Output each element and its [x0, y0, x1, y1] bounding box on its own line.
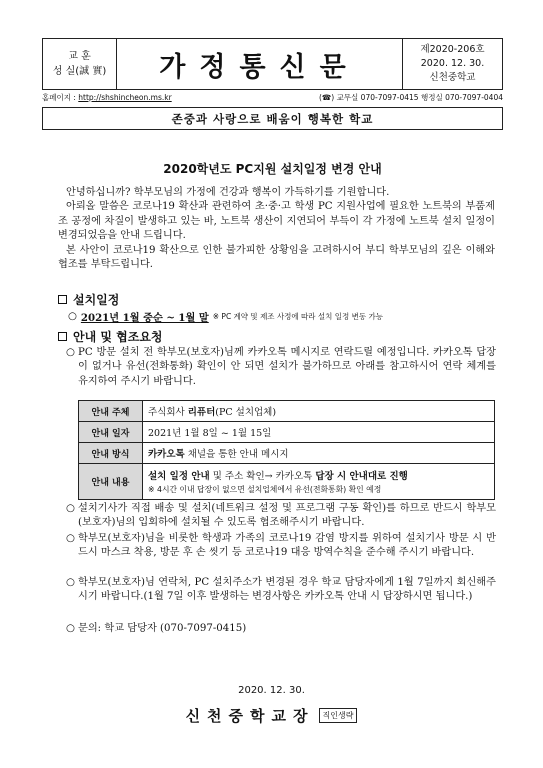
- table-value: 설치 일정 안내 및 주소 확인→ 카카오톡 답장 시 안내대로 진행 ※ 4시간 이내 답장이 없으면 설치업체에서 유선(전화통화) 확인 예정: [143, 464, 495, 500]
- motto-text: 성 실(誠 實): [52, 66, 107, 77]
- intro-paragraph: 아뢰올 말씀은 코로나19 확산과 관련하여 초·중·고 학생 PC 지원사업에 필요한 노트북의 부품제조 공정에 차질이 발생하고 있는 바, 노트북 생산이 지연되어 부득이 각 가정에 노트북 설치 일정이 변경되었음을 안내 드립니다.: [58, 201, 495, 242]
- table-key: 안내 방식: [79, 443, 143, 464]
- list-item: [66, 576, 496, 605]
- intro-text: [58, 186, 495, 272]
- phone-numbers: (☎) 교무실 070-7097-0415 행정실 070-7097-0404: [318, 93, 503, 102]
- page-title: 가정통신문: [159, 51, 360, 83]
- homepage-link[interactable]: http://shshincheon.ms.kr: [78, 93, 172, 102]
- homepage: [42, 92, 172, 105]
- schedule-period: 2021년 1월 중순 ~ 1월 말: [80, 312, 209, 324]
- list-item: [66, 532, 496, 561]
- doc-date: 2020. 12. 30.: [420, 58, 485, 69]
- bullet-mark: ○: [66, 347, 75, 358]
- list-item: [66, 346, 496, 389]
- intro-paragraph: 본 사안이 코로나19 확산으로 인한 불가피한 상황임을 고려하시어 부디 학부모님의 깊은 이해와 협조를 부탁드립니다.: [58, 244, 495, 271]
- bullet-mark: ○: [66, 577, 75, 588]
- bullet-mark: ○: [68, 311, 77, 322]
- school-name: 신천중학교: [429, 72, 476, 83]
- table-value: 2021년 1월 8일 ~ 1월 15일: [143, 422, 495, 443]
- table-row: [79, 464, 495, 500]
- section-heading-text: 안내 및 협조요청: [73, 330, 163, 344]
- square-bullet-icon: [58, 295, 67, 304]
- schedule-note: ※ PC 계약 및 제조 사정에 따라 설치 일정 변동 가능: [212, 312, 384, 321]
- list-item-text: 문의: 학교 담당자 (070-7097-0415): [78, 623, 247, 634]
- table-key: 안내 내용: [79, 464, 143, 500]
- doc-meta: [402, 39, 502, 89]
- list-item: [66, 502, 496, 531]
- principal-name: 신천중학교장: [185, 707, 315, 725]
- header-box: [42, 38, 503, 90]
- list-item: [66, 622, 496, 636]
- section-heading-guide: [58, 328, 163, 345]
- bullet-mark: ○: [66, 533, 75, 544]
- intro-paragraph: 안녕하십니까? 학부모님의 가정에 건강과 행복이 가득하기를 기원합니다.: [66, 187, 390, 198]
- list-item-text: PC 방문 설치 전 학부모(보호자)님께 카카오톡 메시지로 연락드릴 예정입니다. 카카오톡 답장이 없거나 유선(전화통화) 확인이 안 되면 설치가 불가하므로 아래를 참고하시어 연락 체계를 유지하여 주시기 바랍니다.: [78, 347, 496, 387]
- section-heading-text: 설치일정: [73, 293, 120, 307]
- bullet-mark: ○: [66, 503, 75, 514]
- list-item-text: 설치기사가 직접 배송 및 설치(네트워크 설정 및 프로그램 구동 확인)를 하므로 반드시 학부모(보호자)님의 입회하에 설치될 수 있도록 협조해주시기 바랍니다.: [78, 503, 496, 529]
- principal-signature: [0, 705, 543, 726]
- list-item-text: 학부모(보호자)님 연락처, PC 설치주소가 변경된 경우 학교 담당자에게 1월 7일까지 회신해주시기 바랍니다.(1월 7일 이후 발생하는 변경사항은 카카오톡 안내 시 답장하시면 됩니다.): [78, 577, 496, 603]
- table-row: [79, 422, 495, 443]
- seal-omitted: 직인생략: [319, 708, 358, 723]
- document-title: 2020학년도 PC지원 설치일정 변경 안내: [163, 162, 382, 176]
- table-value: 주식회사 리퓨터(PC 설치업체): [143, 401, 495, 422]
- slogan: 존중과 사랑으로 배움이 행복한 학교: [42, 107, 503, 130]
- square-bullet-icon: [58, 332, 67, 341]
- table-key: 안내 일자: [79, 422, 143, 443]
- table-key: 안내 주체: [79, 401, 143, 422]
- table-row: [79, 443, 495, 464]
- table-value: 카카오톡 채널을 통한 안내 메시지: [143, 443, 495, 464]
- school-motto: [43, 39, 117, 89]
- homepage-label: 홈페이지 :: [42, 93, 76, 102]
- schedule-item: [68, 309, 383, 324]
- footer-date: 2020. 12. 30.: [238, 685, 305, 696]
- bullet-mark: ○: [66, 623, 75, 634]
- table-row: [79, 401, 495, 422]
- contact-line: [42, 92, 503, 105]
- notice-table: [78, 400, 495, 500]
- motto-label: 교 훈: [68, 51, 91, 62]
- list-item-text: 학부모(보호자)님을 비롯한 학생과 가족의 코로나19 감염 방지를 위하여 설치기사 방문 시 반드시 마스크 착용, 방문 후 손 씻기 등 코로나19 대응 방역수칙을 준수해 주시기 바랍니다.: [78, 533, 496, 559]
- section-heading-schedule: [58, 291, 119, 308]
- table-note: ※ 4시간 이내 답장이 없으면 설치업체에서 유선(전화통화) 확인 예정: [148, 485, 382, 494]
- doc-number: 제2020-206호: [420, 44, 485, 55]
